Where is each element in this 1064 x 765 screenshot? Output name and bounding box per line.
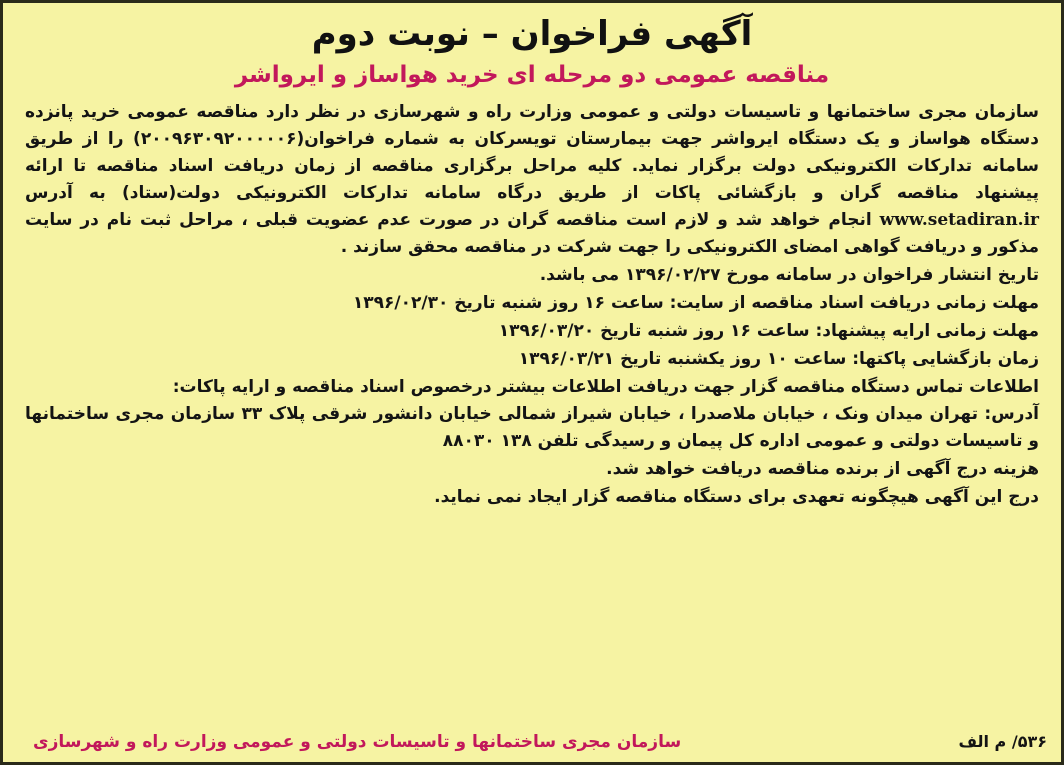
intro-text-end: انجام خواهد شد و لازم است مناقصه گران در صورت عدم عضویت قبلی ، مراحل ثبت نام در سایت مذکور و دریافت گواهی امضای الکترونیکی را جهت شرکت در مناقصه محقق سازند . (25, 210, 1039, 257)
opening-time: زمان بازگشایی پاکتها: ساعت ۱۰ روز یکشنبه تاریخ ۱۳۹۶/۰۳/۲۱ (518, 349, 1039, 369)
bid-deadline: مهلت زمانی ارایه پیشنهاد: ساعت ۱۶ روز شنبه تاریخ ۱۳۹۶/۰۳/۲۰ (498, 321, 1039, 341)
reference-number: ۵۳۶/ م الف (958, 732, 1047, 751)
contact-heading: اطلاعات تماس دستگاه مناقصه گزار جهت دریافت اطلاعات بیشتر درخصوص اسناد مناقصه و ارایه پاکات: (172, 377, 1039, 397)
fee-note: هزینه درج آگهی از برنده مناقصه دریافت خواهد شد. (606, 459, 1039, 479)
publish-date: تاریخ انتشار فراخوان در سامانه مورخ ۱۳۹۶/۰۲/۲۷ می باشد. (539, 265, 1039, 285)
intro-paragraph (25, 99, 1039, 261)
notice-footer (13, 728, 1051, 756)
document-deadline: مهلت زمانی دریافت اسناد مناقصه از سایت: ساعت ۱۶ روز شنبه تاریخ ۱۳۹۶/۰۲/۳۰ (352, 293, 1039, 313)
intro-text: سازمان مجری ساختمانها و تاسیسات دولتی و عمومی وزارت راه و شهرسازی در نظر دارد مناقصه عمومی خرید پانزده دستگاه هواساز و یک دستگاه ایرواشر جهت بیمارستان تویسرکان به شماره فراخوان(۲۰۰۹۶۳۰۹۲۰۰۰۰۰۶) را از طریق سامانه تدارکات الکترونیکی دولت برگزار نماید. کلیه مراحل برگزاری مناقصه از زمان دریافت اسناد مناقصه تا ارائه پیشنهاد مناقصه گران و بازگشائی پاکات از طریق درگاه سامانه تدارکات الکترونیکی دولت(ستاد) به آدرس (25, 102, 1039, 203)
address-block (15, 401, 1049, 455)
notice-content (15, 11, 1049, 754)
disclaimer: درج این آگهی هیچگونه تعهدی برای دستگاه مناقصه گزار ایجاد نمی نماید. (434, 487, 1039, 507)
notice-body (15, 99, 1049, 261)
address-text: آدرس: تهران میدان ونک ، خیابان ملاصدرا ، خیابان شیراز شمالی خیابان دانشور شرقی پلاک ۳۳ سازمان مجری ساختمانها و تاسیسات دولتی و عمومی اداره کل پیمان و رسیدگی تلفن ۱۳۸ ۸۸۰۳۰ (25, 404, 1039, 451)
organization-name: سازمان مجری ساختمانها و تاسیسات دولتی و عمومی وزارت راه و شهرسازی (33, 732, 682, 752)
website-link[interactable]: www.setadiran.ir (879, 210, 1040, 230)
notice-title: آگهی فراخوان – نوبت دوم (311, 14, 753, 54)
notice-subtitle: مناقصه عمومی دو مرحله ای خرید هواساز و ایرواشر (234, 62, 830, 88)
